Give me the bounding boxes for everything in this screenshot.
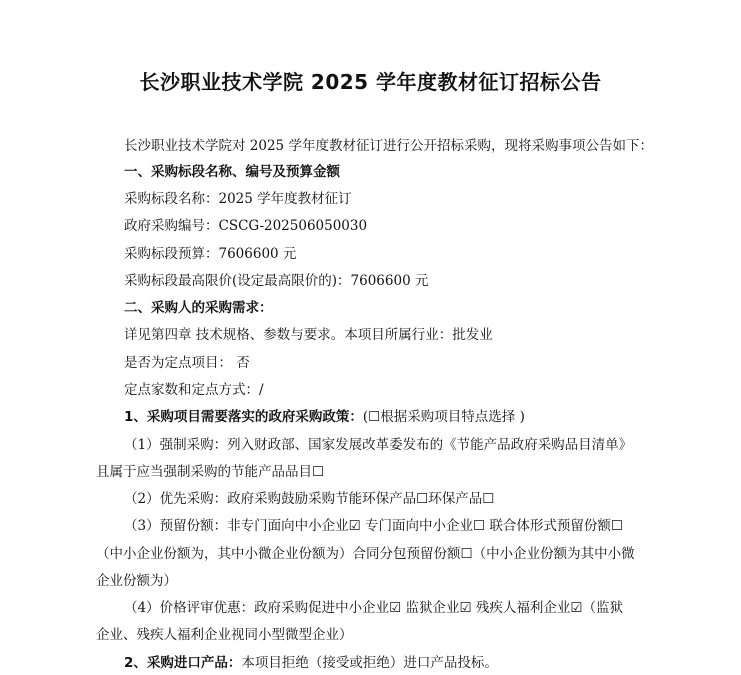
priority-purchase: （2）优先采购：政府采购鼓励采购节能环保产品☐环保产品☐ <box>124 491 495 507</box>
section1-heading: 一、采购标段名称、编号及预算金额 <box>124 164 340 180</box>
price-preference-line2: 企业、残疾人福利企业视同小型微型企业） <box>96 627 353 643</box>
intro-paragraph: 长沙职业技术学院对 2025 学年度教材征订进行公开招标采购，现将采购事项公告如下： <box>124 138 653 154</box>
fixed-point-project: 是否为定点项目： 否 <box>124 355 250 371</box>
price-preference-line1: （4）价格评审优惠：政府采购促进中小企业☑ 监狱企业☑ 残疾人福利企业☑（监狱 <box>124 600 623 616</box>
max-price: 采购标段最高限价(设定最高限价的)：7606600 元 <box>124 273 429 289</box>
reserved-share-line3: 企业份额为） <box>96 573 177 589</box>
imports-label: 2、采购进口产品： <box>124 655 242 671</box>
policy-line <box>124 408 525 426</box>
lot-name: 采购标段名称：2025 学年度教材征订 <box>124 191 352 207</box>
policy-label: 1、采购项目需要落实的政府采购政策： <box>124 409 363 425</box>
reserved-share-line1: （3）预留份额：非专门面向中小企业☑ 专门面向中小企业☐ 联合体形式预留份额☐ <box>124 518 623 534</box>
reserved-share-line2: （中小企业份额为，其中小微企业份额为）合同分包预留份额☐（中小企业份额为其中小微 <box>96 546 635 562</box>
mandatory-purchase-line1: （1）强制采购：列入财政部、国家发展改革委发布的《节能产品政府采购品目清单》 <box>124 437 633 453</box>
requirements-detail: 详见第四章 技术规格、参数与要求。本项目所属行业：批发业 <box>124 327 493 343</box>
document-title: 长沙职业技术学院 2025 学年度教材征订招标公告 <box>139 70 602 94</box>
section2-heading: 二、采购人的采购需求： <box>124 300 273 316</box>
lot-budget: 采购标段预算：7606600 元 <box>124 246 297 262</box>
policy-note: (☐根据采购项目特点选择 ) <box>362 409 525 425</box>
project-number: 政府采购编号：CSCG-202506050030 <box>124 218 368 234</box>
imports-line <box>124 654 498 672</box>
imports-text: 本项目拒绝（接受或拒绝）进口产品投标。 <box>241 655 498 671</box>
fixed-point-count: 定点家数和定点方式：/ <box>124 382 264 398</box>
mandatory-purchase-line2: 且属于应当强制采购的节能产品品目☐ <box>96 464 325 480</box>
